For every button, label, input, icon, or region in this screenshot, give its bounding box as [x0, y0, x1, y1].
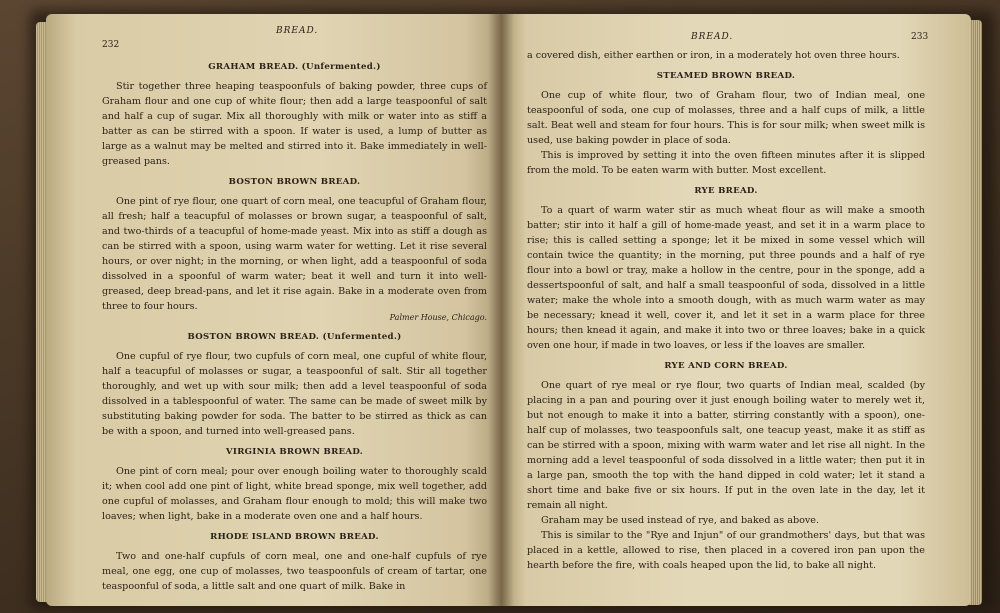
- paragraph: Graham may be used instead of rye, and baked as above.: [541, 515, 820, 526]
- paragraph: Two and one-half cupfuls of corn meal, one and one-half cupfuls of rye meal, one egg, one cup of molasses, two teaspoonfuls of cream of tartar, one teaspoonful of soda, a little salt and one quart of milk. Bake in: [102, 551, 487, 592]
- paragraph: One cupful of rye flour, two cupfuls of corn meal, one cupful of white flour, half a teacupful of molasses or sugar, a teaspoonful of salt. Stir all together thoroughly, and wet up with sour milk; then add a level teaspoonful of soda dissolved in a tablespoonful of water. The same can be made of sweet milk by substituting baking powder for soda. The batter to be stirred as thick as can be with a spoon, and turned into well-greased pans.: [102, 351, 487, 437]
- section-title: RYE BREAD.: [694, 186, 758, 196]
- recipe-credit: Palmer House, Chicago.: [389, 313, 487, 322]
- paragraph: a covered dish, either earthen or iron, in a moderately hot oven three hours.: [527, 50, 900, 61]
- paragraph: This is similar to the "Rye and Injun" of our grandmothers' days, but that was placed in a kettle, allowed to rise, then placed in a covered iron pan upon the hearth before the fire, with coals heaped upon the lid, to bake all night.: [527, 530, 925, 571]
- book-gutter: [488, 14, 514, 606]
- right-running-header: BREAD.: [691, 32, 734, 42]
- paragraph: One cup of white flour, two of Graham flour, two of Indian meal, one teaspoonful of soda, one cup of molasses, three and a half cups of milk, a little salt. Beat well and steam for four hours. This is for sour milk; when sweet milk is used, use baking powder in place of soda.: [527, 90, 925, 146]
- paragraph: This is improved by setting it into the oven fifteen minutes after it is slipped from the mold. To be eaten warm with butter. Most excellent.: [527, 150, 925, 176]
- left-page-text: [102, 54, 487, 594]
- paragraph: To a quart of warm water stir as much wheat flour as will make a smooth batter; stir into it half a gill of home-made yeast, and set it in a warm place to rise; this is called setting a sponge; let it be mixed in some vessel which will contain twice the quantity; in the morning, put three pounds and a half of rye flour into a bowl or tray, make a hollow in the centre, pour in the sponge, add a dessertspoonful of salt, and half a small teaspoonful of soda, dissolved in a little water; make the whole into a smooth dough, with as much warm water as may be necessary; knead it well, cover it, and let it set in a warm place for three hours; then knead it again, and make it into two or three loaves; bake in a quick oven one hour, if made in two loaves, or less if the loaves are smaller.: [527, 205, 925, 351]
- section-title: BOSTON BROWN BREAD.: [228, 177, 361, 187]
- section-title: BOSTON BROWN BREAD. (Unfermented.): [187, 332, 402, 342]
- section-title: STEAMED BROWN BREAD.: [656, 71, 796, 81]
- section-title: VIRGINIA BROWN BREAD.: [225, 447, 364, 457]
- paragraph: One quart of rye meal or rye flour, two quarts of Indian meal, scalded (by placing in a pan and pouring over it just enough boiling water to merely wet it, but not enough to make it into a batter, stirring constantly with a spoon), one-half cup of molasses, two teaspoonfuls salt, one teacup yeast, make it as stiff as can be stirred with a spoon, mixing with warm water and let rise all night. In the morning add a level teaspoonful of soda dissolved in a little water; then put it in a large pan, smooth the top with the hand dipped in cold water; let it stand a short time and bake five or six hours. If put in the oven late in the day, let it remain all night.: [527, 380, 925, 511]
- paragraph: One pint of rye flour, one quart of corn meal, one teacupful of Graham flour, all fresh; half a teacupful of molasses or brown sugar, a teaspoonful of salt, and two-thirds of a teacupful of home-made yeast. Mix into as stiff a dough as can be stirred with a spoon, using warm water for wetting. Let it rise several hours, or over night; in the morning, or when light, add a teaspoonful of soda dissolved in a spoonful of warm water; beat it well and turn it into well-greased, deep bread-pans, and let it rise again. Bake in a moderate oven from three to four hours.: [102, 196, 487, 312]
- left-running-header: BREAD.: [276, 26, 319, 36]
- paragraph: Stir together three heaping teaspoonfuls of baking powder, three cups of Graham flour and one cup of white flour; then add a large teaspoonful of salt and half a cup of sugar. Mix all thoroughly with milk or water into as stiff a batter as can be stirred with a spoon. If water is used, a lump of butter as large as a walnut may be melted and stirred into it. Bake immediately in well-greased pans.: [102, 81, 487, 167]
- right-page: [501, 14, 971, 606]
- left-page: [46, 14, 501, 606]
- section-title: RHODE ISLAND BROWN BREAD.: [210, 532, 379, 542]
- section-title: GRAHAM BREAD. (Unfermented.): [208, 62, 381, 72]
- right-page-number: 233: [911, 32, 929, 42]
- section-title: RYE AND CORN BREAD.: [664, 361, 788, 371]
- right-page-text: [527, 48, 925, 573]
- paragraph: One pint of corn meal; pour over enough boiling water to thoroughly scald it; when cool add one pint of light, white bread sponge, mix well together, add one cupful of molasses, and Graham flour enough to mold; this will make two loaves; when light, bake in a moderate oven one and a half hours.: [102, 466, 487, 522]
- left-page-number: 232: [102, 40, 120, 50]
